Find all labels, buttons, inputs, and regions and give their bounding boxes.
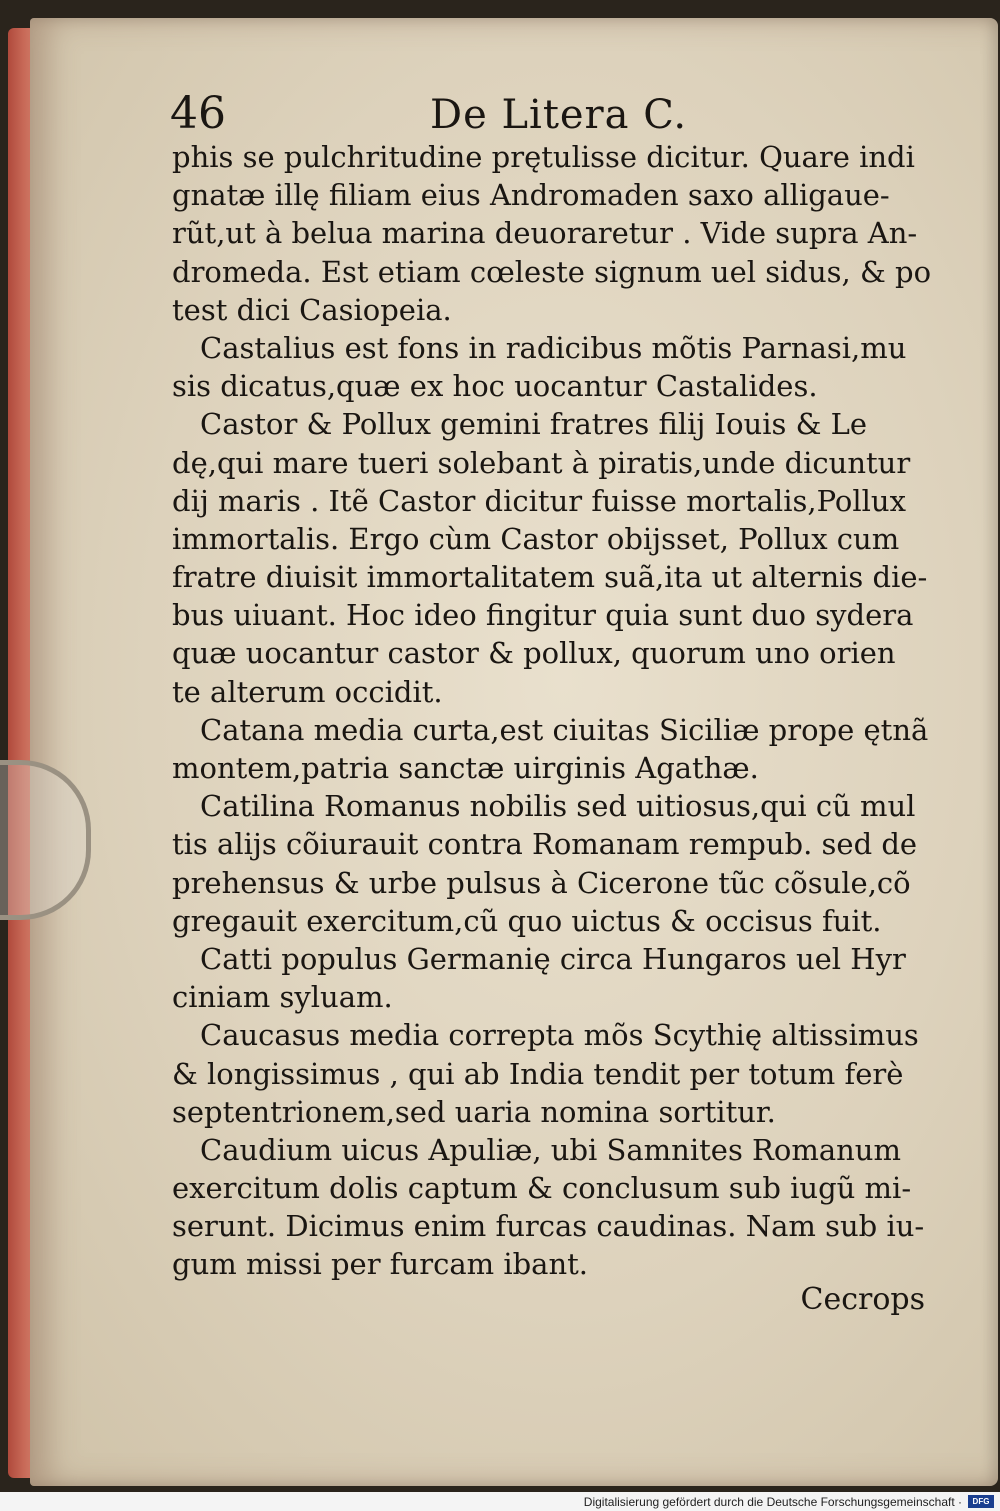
- body-text: [172, 138, 932, 1284]
- catchword: Cecrops: [800, 1282, 925, 1317]
- text-line: Caucasus media correpta mõs Scythię altissimus: [200, 1018, 919, 1053]
- text-line: quæ uocantur castor & pollux, quorum uno orien: [172, 636, 896, 671]
- text-line: gum missi per furcam ibant.: [172, 1247, 588, 1282]
- digitization-footer: [0, 1492, 1000, 1511]
- text-line: ciniam syluam.: [172, 980, 393, 1015]
- text-line: te alterum occidit.: [172, 674, 443, 709]
- text-line: serunt. Dicimus enim furcas caudinas. Nam sub iu-: [172, 1209, 925, 1244]
- page-number: 46: [170, 88, 226, 139]
- text-line: Caudium uicus Apuliæ, ubi Samnites Romanum: [200, 1132, 901, 1167]
- text-line: test dici Casiopeia.: [172, 292, 452, 327]
- text-line: Catti populus Germanię circa Hungaros uel Hyr: [200, 941, 906, 976]
- text-line: rũt,ut à belua marina deuoraretur . Vide supra An-: [172, 216, 918, 251]
- text-line: dromeda. Est etiam cœleste signum uel sidus, & po: [172, 254, 932, 289]
- text-line: fratre diuisit immortalitatem suã,ita ut alternis die-: [172, 560, 928, 595]
- text-line: gregauit exercitum,cũ quo uictus & occisus fuit.: [172, 903, 882, 938]
- footer-credit: Digitalisierung gefördert durch die Deutsche Forschungsgemeinschaft ·: [583, 1494, 962, 1509]
- dfg-logo-icon: DFG: [968, 1495, 994, 1508]
- text-line: phis se pulchritudine prętulisse dicitur. Quare indi: [172, 140, 915, 174]
- text-line: tis alijs cõiurauit contra Romanam rempub. sed de: [172, 827, 918, 862]
- text-line: Castor & Pollux gemini fratres filij Iouis & Le: [200, 407, 868, 442]
- text-line: dij maris . Itẽ Castor dicitur fuisse mortalis,Pollux: [172, 483, 906, 518]
- text-line: Castalius est fons in radicibus mõtis Parnasi,mu: [200, 330, 907, 365]
- text-line: Catilina Romanus nobilis sed uitiosus,qui cũ mul: [200, 789, 916, 824]
- text-line: gnatæ illę filiam eius Andromaden saxo alligaue-: [172, 178, 890, 213]
- text-line: exercitum dolis captum & conclusum sub iugũ mi-: [172, 1171, 912, 1206]
- text-line: montem,patria sanctæ uirginis Agathæ.: [172, 751, 759, 785]
- text-line: bus uiuant. Hoc ideo fingitur quia sunt duo sydera: [172, 598, 914, 633]
- running-head: [170, 88, 730, 140]
- text-line: septentrionem,sed uaria nomina sortitur.: [172, 1094, 776, 1129]
- text-line: immortalis. Ergo cùm Castor obijsset, Pollux cum: [172, 521, 900, 556]
- text-line: Catana media curta,est ciuitas Siciliæ prope ętnã: [200, 712, 929, 747]
- text-line: dę,qui mare tueri solebant à piratis,unde dicuntur: [172, 445, 911, 480]
- running-head-title: De Litera C.: [430, 92, 688, 138]
- text-line: & longissimus , qui ab India tendit per totum ferè: [172, 1056, 904, 1091]
- text-line: sis dicatus,quæ ex hoc uocantur Castalides.: [172, 369, 818, 404]
- text-line: prehensus & urbe pulsus à Cicerone tũc cõsule,cõ: [172, 865, 911, 900]
